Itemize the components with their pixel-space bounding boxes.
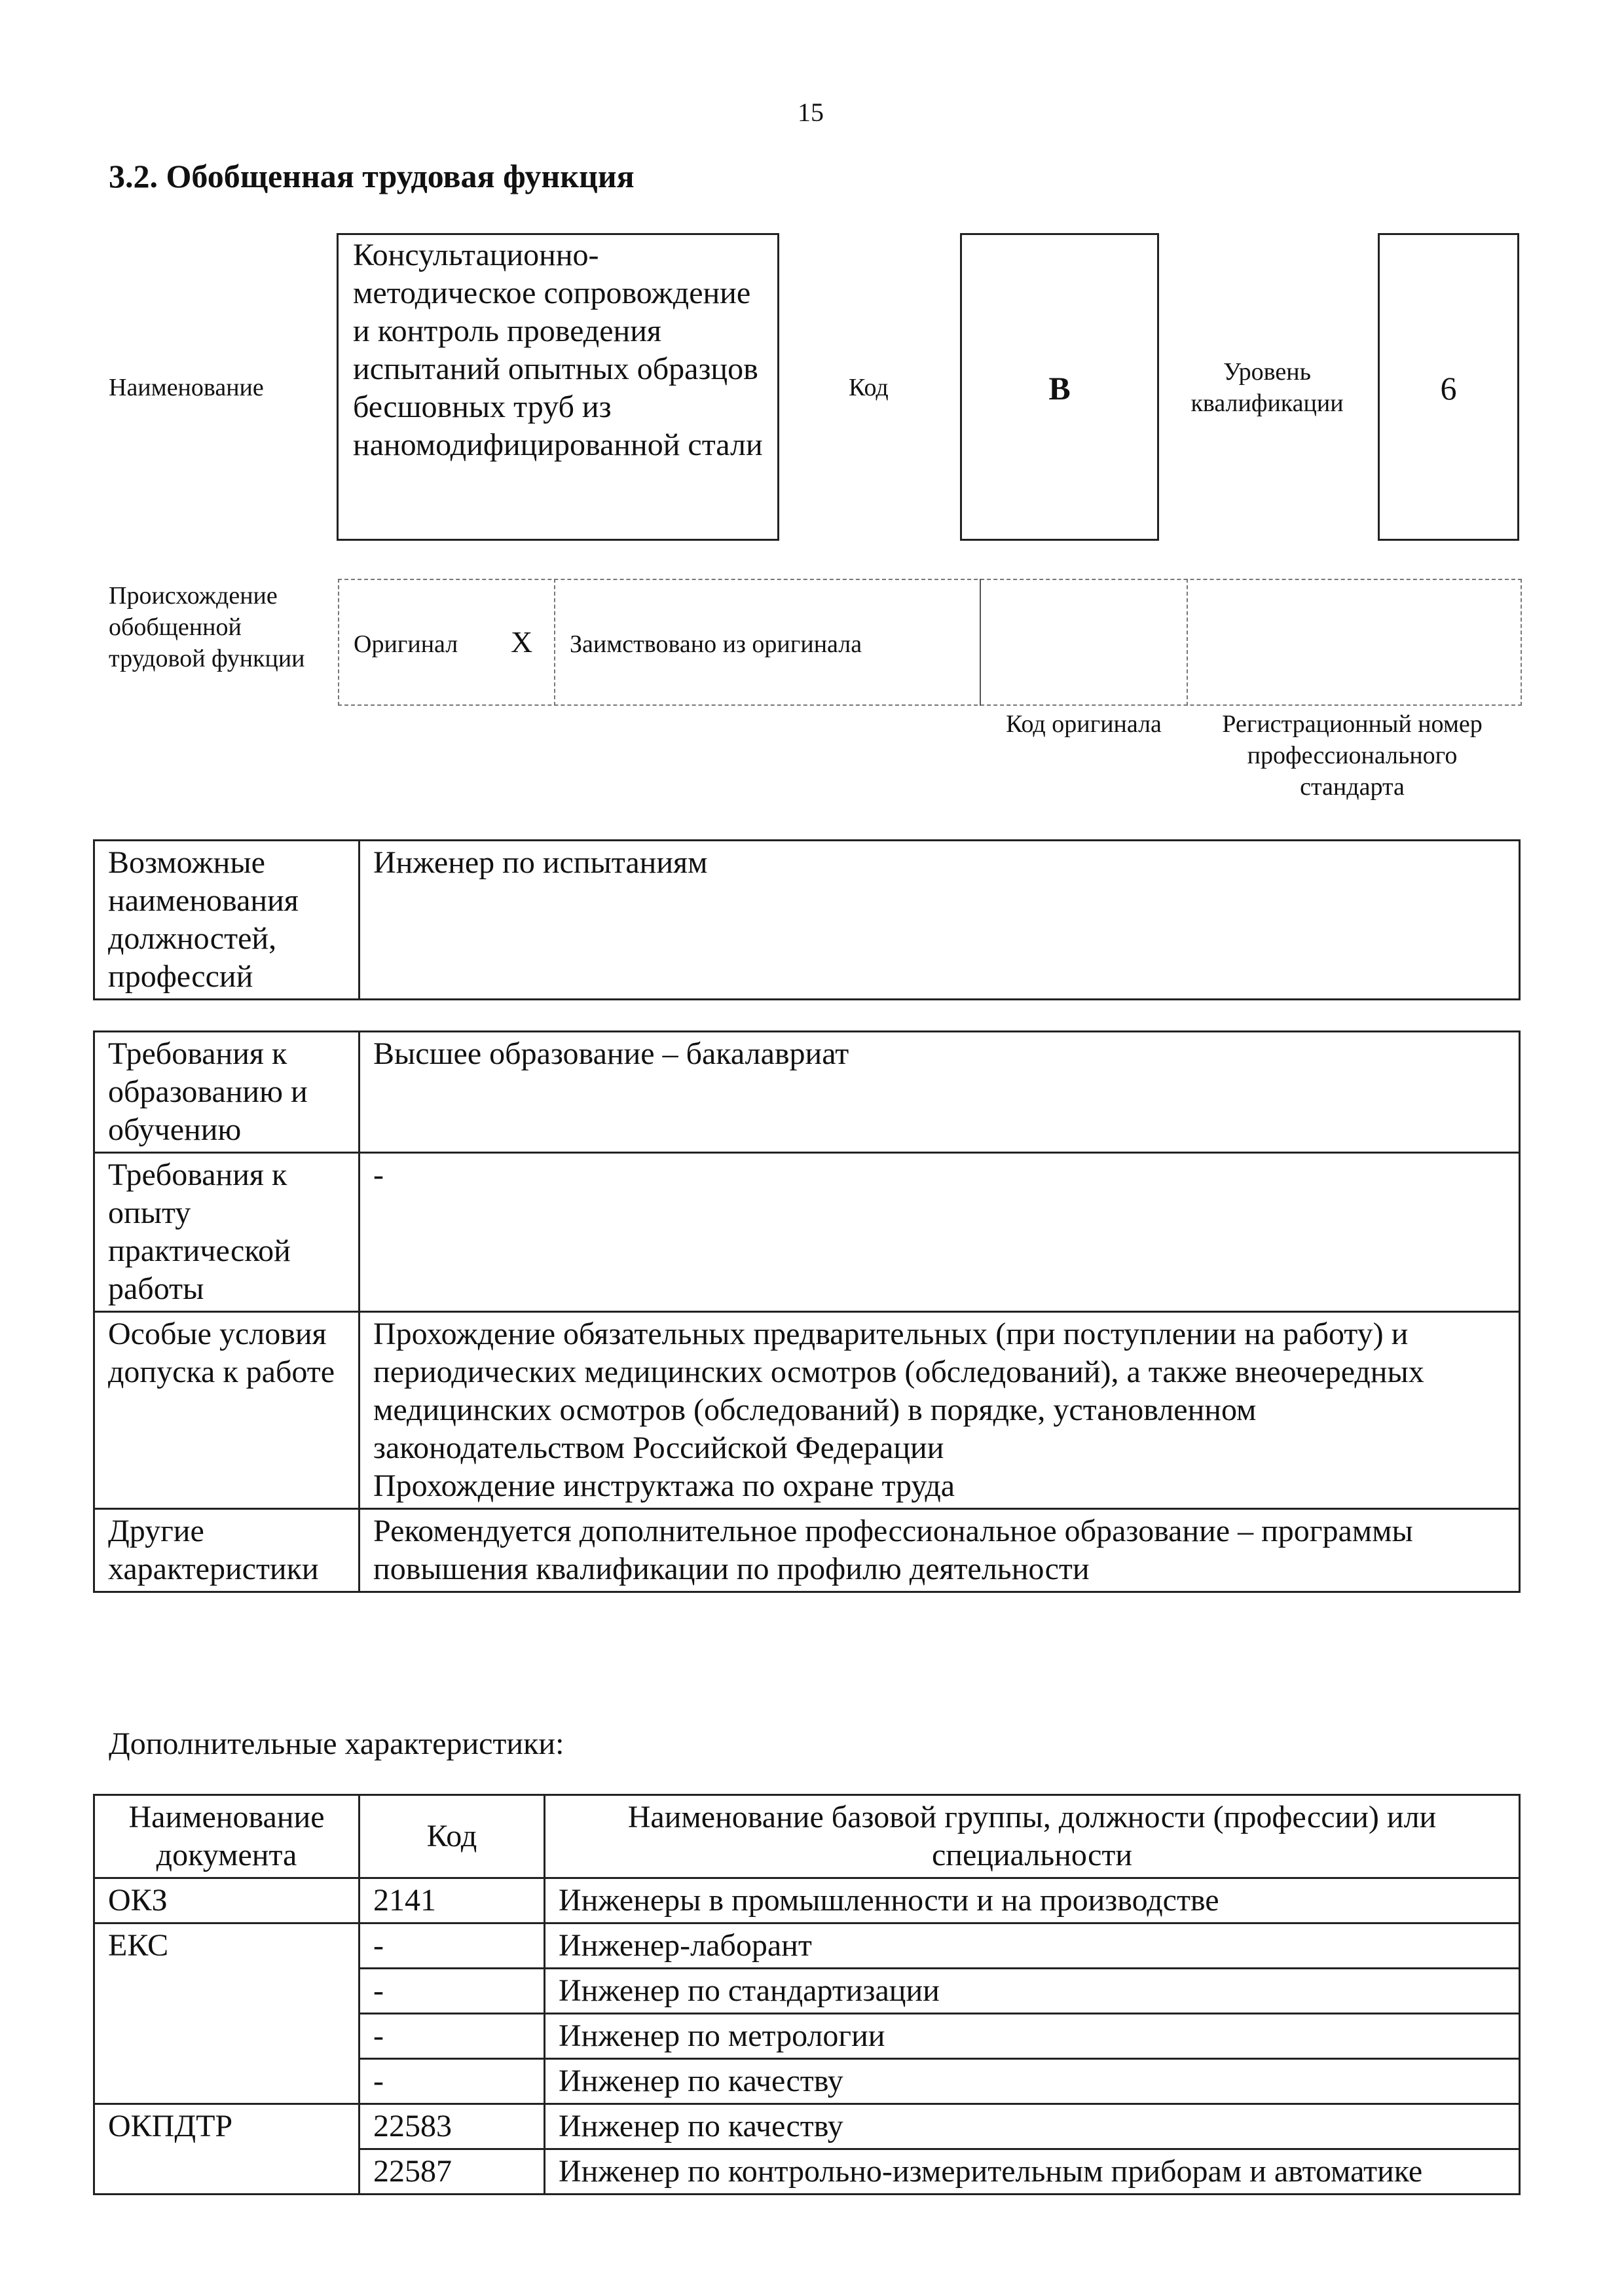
- name-cell: Инженеры в промышленности и на производстве: [545, 1878, 1520, 1923]
- table-row: [94, 1509, 1520, 1592]
- doc-cell: ОКЗ: [94, 1878, 360, 1923]
- section-title: 3.2. Обобщенная трудовая функция: [109, 158, 635, 194]
- req-value-cell: [360, 1312, 1520, 1509]
- code-label: Код: [849, 374, 889, 401]
- col-header-name: Наименование базовой группы, должности (профессии) или специальности: [545, 1795, 1520, 1878]
- positions-label: Возможные наименования должностей, профессий: [94, 841, 360, 1000]
- level-label: Уровень квалификации: [1190, 358, 1344, 417]
- code-cell: -: [360, 2014, 545, 2059]
- req-label: Особые условия допуска к работе: [94, 1312, 360, 1509]
- code-cell: 2141: [360, 1878, 545, 1923]
- name-value-box: [337, 233, 779, 541]
- req-value: Рекомендуется дополнительное профессиональное образование – программы повышения квалификации по профилю деятельности: [360, 1509, 1520, 1592]
- code-cell: -: [360, 1923, 545, 1969]
- table-row: [94, 2104, 1520, 2149]
- name-cell: Инженер-лаборант: [545, 1923, 1520, 1969]
- code-cell: 22583: [360, 2104, 545, 2149]
- table-row: [94, 1923, 1520, 1969]
- name-cell: Инженер по контрольно-измерительным приборам и автоматике: [545, 2149, 1520, 2195]
- positions-value: Инженер по испытаниям: [360, 841, 1520, 1000]
- table-row: [94, 841, 1520, 1000]
- req-value-2: Прохождение инструктажа по охране труда: [373, 1468, 955, 1503]
- additional-title: Дополнительные характеристики:: [109, 1726, 564, 1761]
- borrowed-label: Заимствовано из оригинала: [570, 630, 862, 658]
- origin-label: Происхождение обобщенной трудовой функции: [109, 582, 305, 672]
- req-value: -: [360, 1153, 1520, 1312]
- page-number: 15: [798, 98, 824, 127]
- level-value: 6: [1440, 370, 1457, 407]
- table-row: [94, 1878, 1520, 1923]
- name-label: Наименование: [109, 374, 264, 401]
- table-header-row: [94, 1795, 1520, 1878]
- additional-table: [93, 1794, 1521, 2195]
- req-label: Требования к опыту практической работы: [94, 1153, 360, 1312]
- doc-cell: ОКПДТР: [94, 2104, 360, 2195]
- req-value: Высшее образование – бакалавриат: [360, 1032, 1520, 1153]
- table-row: [94, 1153, 1520, 1312]
- name-cell: Инженер по качеству: [545, 2104, 1520, 2149]
- table-row: [94, 1312, 1520, 1509]
- positions-table: [93, 839, 1521, 1000]
- origin-divider-3: [1187, 579, 1189, 706]
- name-cell: Инженер по качеству: [545, 2059, 1520, 2104]
- name-value: Консультационно-методическое сопровождение и контроль проведения испытаний опытных образцов бесшовных труб из наномодифицированной стали: [353, 238, 763, 462]
- original-mark: X: [511, 625, 533, 659]
- name-cell: Инженер по метрологии: [545, 2014, 1520, 2059]
- col-header-code: Код: [360, 1795, 545, 1878]
- code-box: [960, 233, 1159, 541]
- doc-cell: ЕКС: [94, 1923, 360, 2104]
- level-box: [1378, 233, 1519, 541]
- code-value: B: [1048, 370, 1071, 407]
- code-cell: -: [360, 1969, 545, 2014]
- reg-number-caption: Регистрационный номер профессионального стандарта: [1222, 710, 1483, 801]
- origin-divider-2: [980, 579, 982, 706]
- col-header-doc: Наименование документа: [94, 1795, 360, 1878]
- req-label: Другие характеристики: [94, 1509, 360, 1592]
- code-cell: -: [360, 2059, 545, 2104]
- original-label: Оригинал: [354, 630, 458, 658]
- req-value: Прохождение обязательных предварительных (при поступлении на работу) и периодических медицинских осмотров (обследований), а также внеочередных медицинских осмотров (обследований) в порядке, установленном законодательством Российской Федерации: [373, 1317, 1424, 1465]
- table-row: [94, 1032, 1520, 1153]
- origin-divider-1: [554, 579, 557, 706]
- name-cell: Инженер по стандартизации: [545, 1969, 1520, 2014]
- req-label: Требования к образованию и обучению: [94, 1032, 360, 1153]
- code-cell: 22587: [360, 2149, 545, 2195]
- requirements-table: [93, 1030, 1521, 1593]
- code-original-caption: Код оригинала: [1006, 710, 1162, 738]
